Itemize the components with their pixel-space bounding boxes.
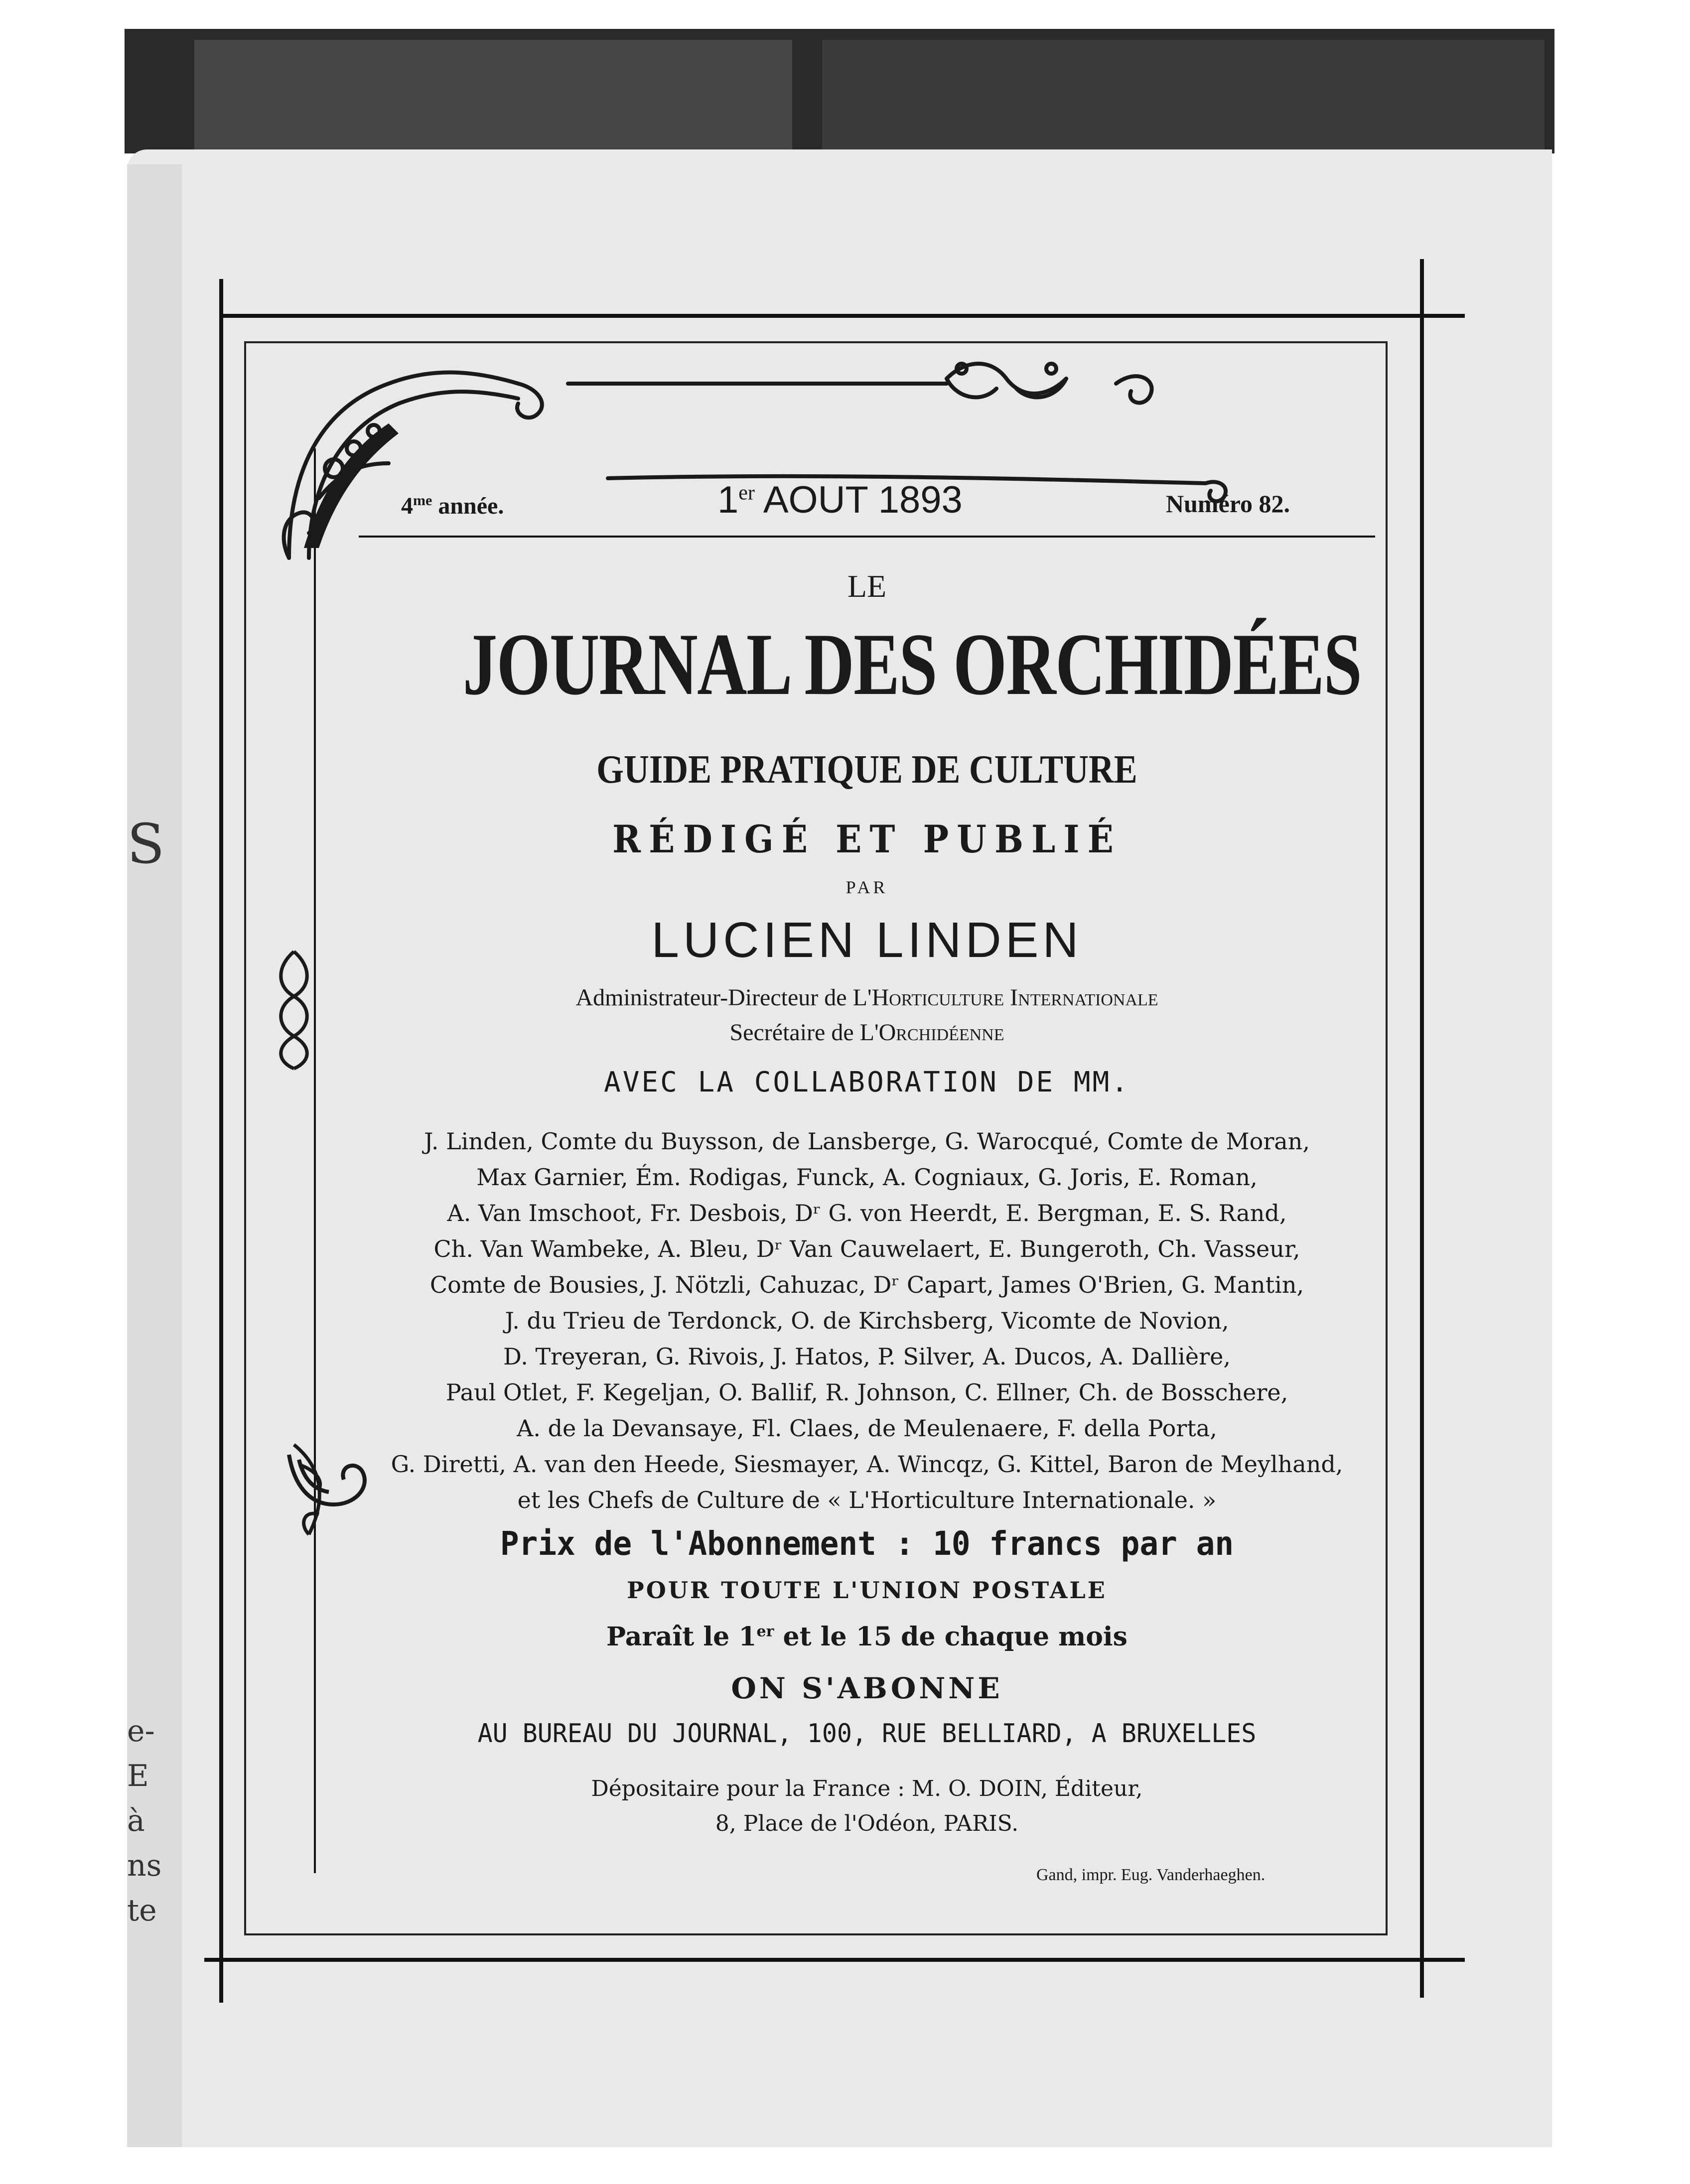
parait-line xyxy=(359,1622,1375,1652)
contributor-line: J. Linden, Comte du Buysson, de Lansberge, G. Warocqué, Comte de Moran, xyxy=(424,1128,1310,1155)
contributor-line: J. du Trieu de Terdonck, O. de Kirchsberg, Vicomte de Novion, xyxy=(505,1307,1229,1334)
edge-letter: E xyxy=(127,1759,149,1793)
contributor-line: Max Garnier, Ém. Rodigas, Funck, A. Cogniaux, G. Joris, E. Roman, xyxy=(476,1164,1258,1191)
annee-superscript: me xyxy=(413,492,432,509)
frame-right-rule xyxy=(1420,259,1424,1998)
edge-letter: ns xyxy=(127,1848,162,1883)
journal-title: JOURNAL DES ORCHIDÉES xyxy=(462,615,1362,713)
issue-rule xyxy=(359,536,1375,538)
edge-letter: e- xyxy=(127,1714,155,1749)
contributor-line: Paul Otlet, F. Kegeljan, O. Ballif, R. Johnson, C. Ellner, Ch. de Bosschere, xyxy=(445,1379,1288,1406)
contributor-line: A. Van Imschoot, Fr. Desbois, Dʳ G. von Heerdt, E. Bergman, E. S. Rand, xyxy=(447,1200,1287,1227)
date-text: AOUT 1893 xyxy=(763,479,963,521)
contributors-list xyxy=(344,1123,1390,1518)
annee xyxy=(401,492,504,520)
edge-letter: S xyxy=(127,812,165,876)
side-ornament-icon xyxy=(272,947,316,1071)
contributor-line: Ch. Van Wambeke, A. Bleu, Dʳ Van Cauwelaert, E. Bungeroth, Ch. Vasseur, xyxy=(433,1235,1300,1262)
role-2-org: L'Orchidéenne xyxy=(859,1019,1004,1046)
edge-letter: te xyxy=(127,1893,157,1928)
abonne-line: ON S'ABONNE xyxy=(731,1671,1003,1705)
contributor-line: G. Diretti, A. van den Heede, Siesmayer, A. Wincqz, G. Kittel, Baron de Meylhand, xyxy=(391,1451,1343,1478)
postal-union: POUR TOUTE L'UNION POSTALE xyxy=(627,1577,1107,1604)
role-2-prefix: Secrétaire de xyxy=(729,1019,854,1046)
parait-start: Paraît le 1 xyxy=(606,1622,757,1652)
author-role-2 xyxy=(359,1019,1375,1046)
bureau-line: AU BUREAU DU JOURNAL, 100, RUE BELLIARD, A BRUXELLES xyxy=(477,1719,1257,1749)
parait-end: et le 15 de chaque mois xyxy=(774,1622,1127,1652)
issue-line xyxy=(359,478,1350,523)
annee-number: 4 xyxy=(401,493,413,519)
background-book-left xyxy=(194,40,792,149)
contributor-line: A. de la Devansaye, Fl. Claes, de Meulenaere, F. della Porta, xyxy=(517,1415,1217,1442)
inner-left-rule xyxy=(314,448,316,1873)
date-number: 1 xyxy=(717,479,739,521)
frame-left-rule xyxy=(219,279,223,2003)
role-1-org: L'Horticulture Internationale xyxy=(852,984,1158,1011)
printer-imprint: Gand, impr. Eug. Vanderhaeghen. xyxy=(1036,1866,1266,1884)
collaboration-heading: AVEC LA COLLABORATION DE MM. xyxy=(603,1066,1130,1098)
issue-date xyxy=(717,478,963,522)
depositaire-address: 8, Place de l'Odéon, PARIS. xyxy=(715,1811,1019,1836)
background-book-right xyxy=(822,40,1545,149)
depositaire-line: Dépositaire pour la France : M. O. DOIN, Éditeur, xyxy=(591,1776,1143,1801)
title-article: LE xyxy=(847,568,887,604)
subscription-price: Prix de l'Abonnement : 10 francs par an xyxy=(500,1524,1234,1563)
edge-letter: à xyxy=(127,1803,145,1838)
parait-superscript: er xyxy=(756,1623,774,1640)
contributor-line: et les Chefs de Culture de « L'Horticulture Internationale. » xyxy=(517,1487,1217,1513)
issue-number: Numéro 82. xyxy=(1166,490,1290,518)
corner-ornament-icon xyxy=(259,349,1355,573)
author-name: LUCIEN LINDEN xyxy=(651,912,1083,968)
subtitle: GUIDE PRATIQUE DE CULTURE xyxy=(596,748,1137,792)
contributor-line: D. Treyeran, G. Rivois, J. Hatos, P. Silver, A. Ducos, A. Dallière, xyxy=(503,1343,1231,1370)
frame-top-rule xyxy=(219,314,1465,318)
date-superscript: er xyxy=(738,481,755,505)
contributor-line: Comte de Bousies, J. Nötzli, Cahuzac, Dʳ Capart, James O'Brien, G. Mantin, xyxy=(429,1271,1304,1298)
frame-bottom-rule xyxy=(204,1958,1465,1962)
author-role-1 xyxy=(359,984,1375,1011)
par-line: PAR xyxy=(845,877,888,897)
role-1-prefix: Administrateur-Directeur de xyxy=(575,984,847,1011)
annee-word: année. xyxy=(438,493,504,519)
redige-line: RÉDIGÉ ET PUBLIÉ xyxy=(612,817,1122,861)
